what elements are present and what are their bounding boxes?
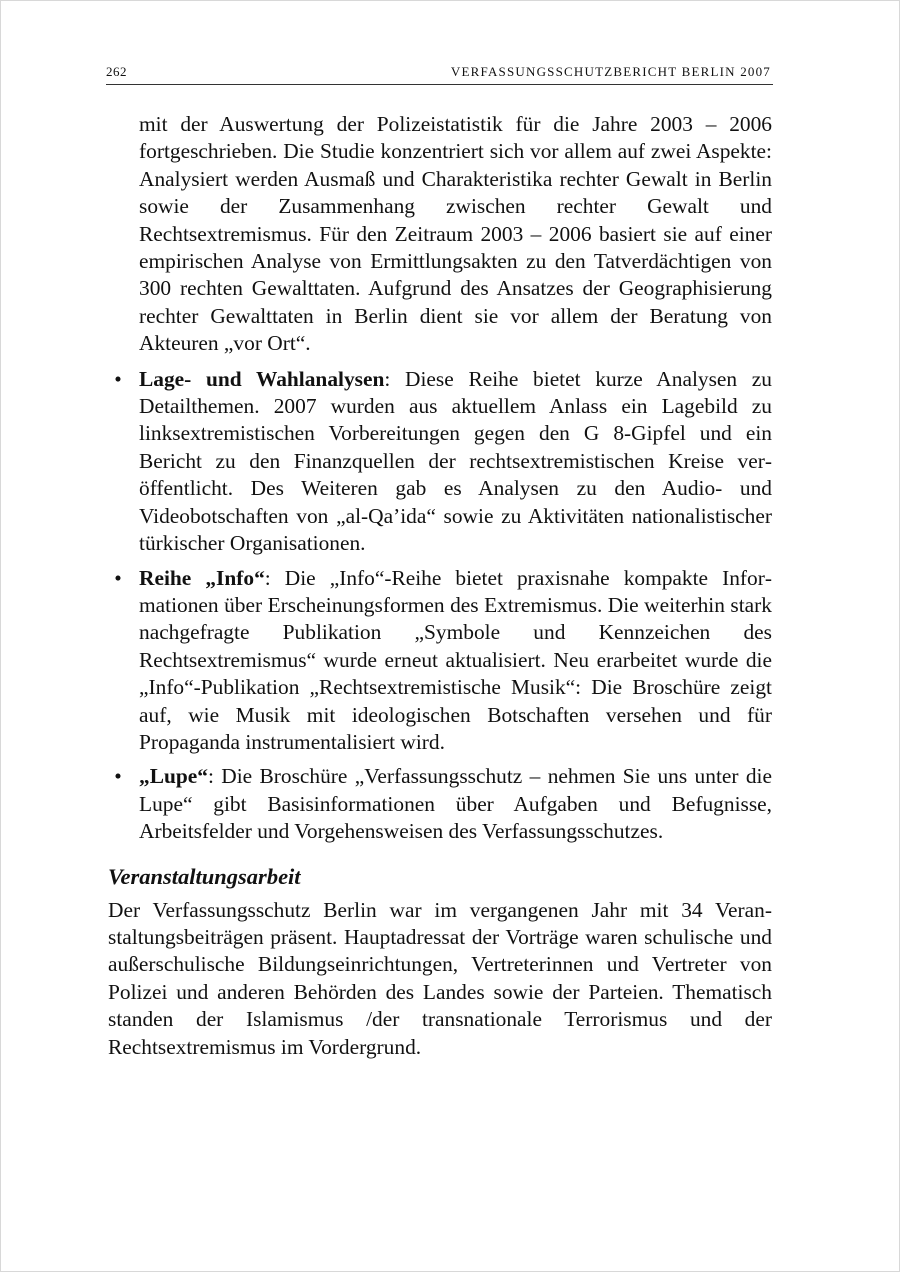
list-term: Reihe „Info“	[139, 565, 265, 590]
list-term: „Lupe“	[139, 764, 208, 789]
page-content	[108, 111, 772, 1061]
section-heading: Veranstaltungsarbeit	[108, 863, 301, 889]
list-description: : Diese Reihe bietet kurze Analysen zu Detailthemen. 2007 wurden aus aktuellem Anlass ein Lagebild zu linksextremistischen Vorbereitungen gegen den G 8-Gipfel und ein Bericht zu den Finanzquellen der rechtsextremistischen Kreise veröffentlicht. Des Weiteren gab es Analysen zu den Audio- und Videobotschaften von „al-Qa’ida“ sowie zu Aktivitäten nationalistischer türkischer Organisationen.	[139, 366, 772, 556]
list-description: : Die „Info“-Reihe bietet praxisnahe kompakte Informationen über Erscheinungsformen des Extremismus. Die weiterhin stark nachgefragte Publikation „Symbole und Kennzeichen des Rechtsextremismus“ wurde erneut aktualisiert. Neu erarbeitet wurde die „Info“-Publikation „Rechtsextremistische Musik“: Die Broschüre zeigt auf, wie Musik mit ideologischen Botschaften versehen und für Propaganda instrumentalisiert wird.	[139, 565, 772, 754]
page-number: 262	[106, 64, 127, 79]
page-header	[106, 64, 773, 85]
list-term: Lage- und Wahlanalysen	[139, 366, 385, 391]
intro-paragraph: mit der Auswertung der Polizeistatistik für die Jahre 2003 – 2006 fortgeschrieben. Die Studie konzentriert sich vor allem auf zwei Aspekte: Analysiert werden Ausmaß und Charakteristika rechter Gewalt in Berlin sowie der Zusammenhang zwischen rechter Gewalt und Rechtsextremismus. Für den Zeitraum 2003 – 2006 basiert sie auf einer empirischen Analyse von Ermittlungsakten zu den Tatverdächtigen von 300 rechten Gewalttaten. Aufgrund des Ansatzes der Geographisierung rechter Gewalttaten in Berlin dient sie vor allem der Beratung von Akteuren „vor Ort“.	[139, 112, 772, 356]
publication-list	[108, 366, 772, 846]
list-item-lage-und-wahlanalysen	[114, 366, 772, 558]
bullet-icon: •	[114, 366, 122, 391]
list-item-reihe-info	[114, 565, 772, 757]
list-description: : Die Broschüre „Verfassungsschutz – nehmen Sie uns unter die Lupe“ gibt Basisinformationen über Aufgaben und Befugnisse, Arbeitsfelder und Vorgehensweisen des Verfassungsschutzes.	[139, 764, 772, 844]
running-title: VERFASSUNGSSCHUTZBERICHT BERLIN 2007	[450, 64, 771, 79]
list-item-lupe	[114, 763, 772, 845]
bullet-icon: •	[114, 565, 122, 590]
bullet-icon: •	[114, 764, 122, 789]
section-paragraph: Der Verfassungsschutz Berlin war im vergangenen Jahr mit 34 Veranstaltungsbeiträgen präsent. Hauptadressat der Vorträge waren schulische und außerschulische Bildungseinrichtungen, Vertreterinnen und Vertreter von Polizei und anderen Behörden des Landes sowie der Parteien. Thematisch standen der Islamismus /der transnationale Terrorismus und der Rechtsextremismus im Vordergrund.	[108, 897, 772, 1059]
